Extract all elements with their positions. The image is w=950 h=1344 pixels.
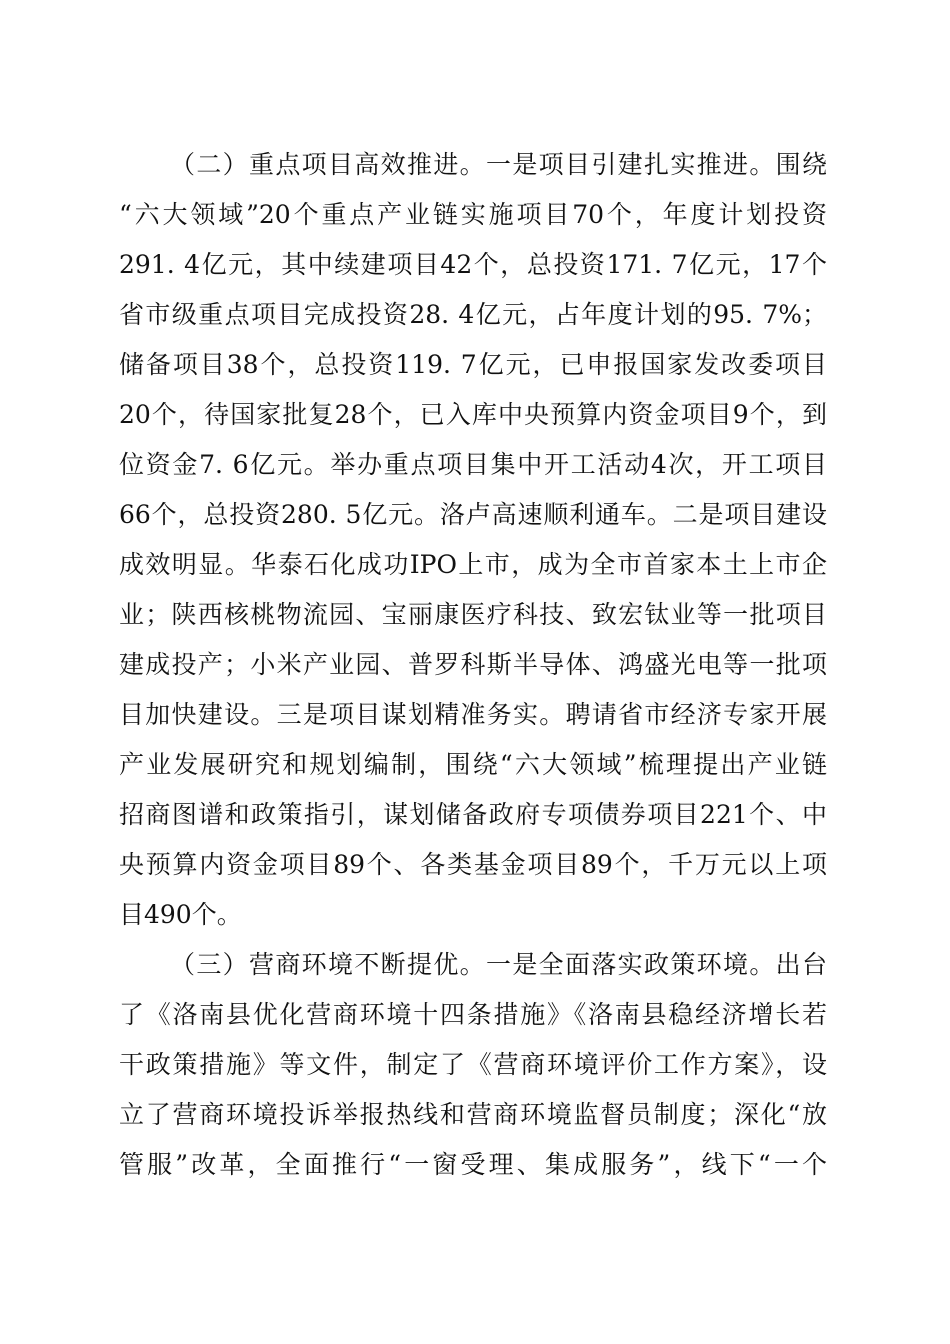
paragraph-line: （二）重点项目高效推进。一是项目引建扎实推进。围绕: [170, 150, 827, 179]
paragraph-line: 招商图谱和政策指引，谋划储备政府专项债券项目221个、中: [119, 800, 827, 829]
paragraph-line: 管服”改革，全面推行“一窗受理、集成服务”，线下“一个: [119, 1150, 827, 1179]
paragraph-line: 干政策措施》等文件，制定了《营商环境评价工作方案》，设: [119, 1050, 827, 1079]
paragraph-line: 立了营商环境投诉举报热线和营商环境监督员制度；深化“放: [119, 1100, 827, 1129]
paragraph-line: 20个，待国家批复28个，已入库中央预算内资金项目9个，到: [119, 400, 827, 429]
paragraph-line: “六大领域”20个重点产业链实施项目70个，年度计划投资: [119, 200, 827, 229]
paragraph-line: 央预算内资金项目89个、各类基金项目89个，千万元以上项: [119, 850, 827, 879]
paragraph-line: 位资金7. 6亿元。举办重点项目集中开工活动4次，开工项目: [119, 450, 827, 479]
paragraph-line: 目490个。: [119, 900, 242, 929]
paragraph-line: 目加快建设。三是项目谋划精准务实。聘请省市经济专家开展: [119, 700, 827, 729]
paragraph-line: 产业发展研究和规划编制，围绕“六大领域”梳理提出产业链: [119, 750, 827, 779]
paragraph-line: （三）营商环境不断提优。一是全面落实政策环境。出台: [170, 950, 827, 979]
paragraph-line: 291. 4亿元，其中续建项目42个，总投资171. 7亿元，17个: [119, 250, 827, 279]
paragraph-line: 66个，总投资280. 5亿元。洛卢高速顺利通车。二是项目建设: [119, 500, 827, 529]
paragraph-line: 业；陕西核桃物流园、宝丽康医疗科技、致宏钛业等一批项目: [119, 600, 827, 629]
paragraph-line: 省市级重点项目完成投资28. 4亿元，占年度计划的95. 7%；: [119, 300, 827, 329]
paragraph-line: 成效明显。华泰石化成功IPO上市，成为全市首家本土上市企: [119, 550, 827, 579]
paragraph-line: 建成投产；小米产业园、普罗科斯半导体、鸿盛光电等一批项: [119, 650, 827, 679]
paragraph-line: 了《洛南县优化营商环境十四条措施》《洛南县稳经济增长若: [119, 1000, 827, 1029]
paragraph-line: 储备项目38个，总投资119. 7亿元，已申报国家发改委项目: [119, 350, 827, 379]
